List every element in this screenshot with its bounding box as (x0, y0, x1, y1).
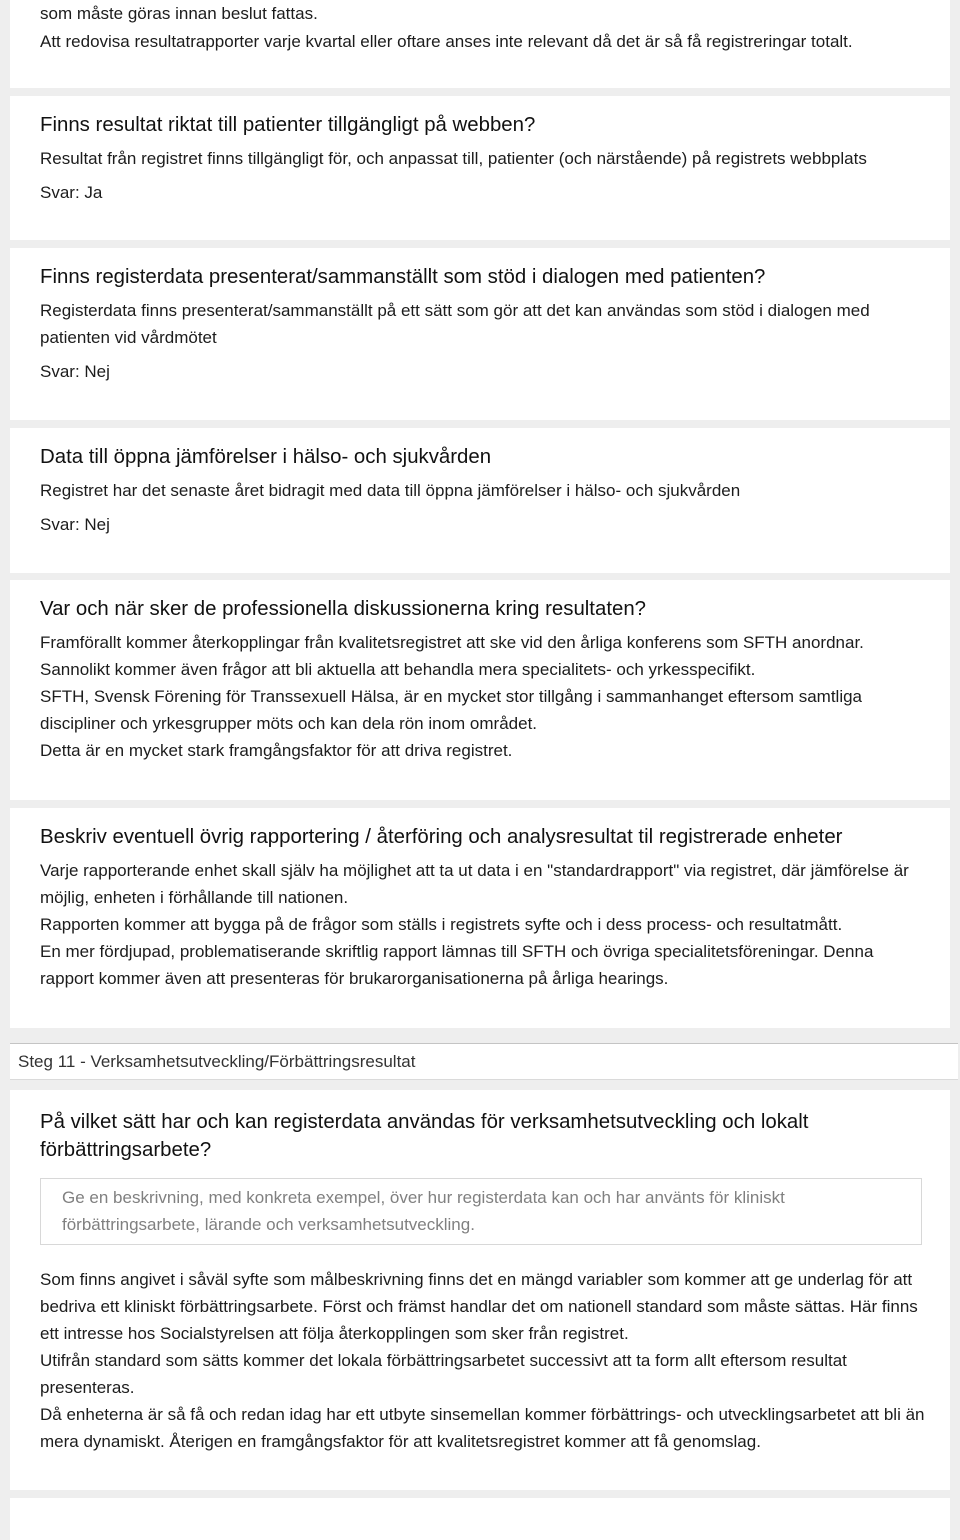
question-card-professional-discussions (10, 580, 950, 800)
question-title-line: förbättringsarbete? (40, 1139, 212, 1161)
step-header (10, 1043, 958, 1080)
body-line: Sannolikt kommer även frågor att bli aktuella att behandla mera specialitets- och yrkesspecifikt. (40, 660, 756, 679)
answer-line: Att redovisa resultatrapporter varje kvartal eller oftare anses inte relevant då det är så få registreringar totalt. (40, 32, 853, 51)
body-line: Utifrån standard som sätts kommer det lokala förbättringsarbetet successivt att ta form allt eftersom resultat (40, 1351, 847, 1370)
question-card-improvement-work (10, 1090, 950, 1490)
question-title: Beskriv eventuell övrig rapportering / återföring och analysresultat til registrerade enheter (40, 826, 843, 848)
question-card-other-reporting (10, 808, 950, 1028)
question-card-patient-web-results (10, 96, 950, 240)
hint-box (40, 1178, 922, 1245)
next-question-card (10, 1498, 950, 1540)
body-line: Varje rapporterande enhet skall själv ha möjlighet att ta ut data i en "standardrapport" via registret, där jämförelse är (40, 861, 909, 880)
body-line: Detta är en mycket stark framgångsfaktor för att driva registret. (40, 741, 513, 760)
question-description (40, 297, 920, 351)
question-card-patient-dialogue-data (10, 248, 950, 420)
description-line: Registerdata finns presenterat/sammanställt på ett sätt som gör att det kan användas som stöd i dialogen med (40, 301, 870, 320)
hint-line: förbättringsarbete, lärande och verksamhetsutveckling. (62, 1215, 475, 1234)
answer-body (40, 1266, 925, 1455)
body-line: SFTH, Svensk Förening för Transsexuell Hälsa, är en mycket stor tillgång i sammanhanget eftersom samtliga (40, 687, 863, 706)
body-line: ett intresse hos Socialstyrelsen att följa återkopplingen som sker från registret. (40, 1324, 629, 1343)
question-description (40, 477, 920, 504)
question-title (40, 1108, 920, 1164)
body-line: rapport kommer även att presenteras för brukarorganisationerna på årliga hearings. (40, 969, 669, 988)
answer-text: Svar: Ja (40, 183, 103, 202)
body-line: Rapporten kommer att bygga på de frågor som ställs i registrets syfte och i dess process- och resultatmått. (40, 915, 843, 934)
body-line: presenteras. (40, 1378, 135, 1397)
hint-line: Ge en beskrivning, med konkreta exempel, över hur registerdata kan och har använts för kliniskt (62, 1188, 785, 1207)
continued-answer-card (10, 0, 950, 88)
question-title: Finns resultat riktat till patienter tillgängligt på webben? (40, 114, 536, 136)
body-line: Då enheterna är så få och redan idag har ett utbyte sinsemellan kommer förbättrings- och utvecklingsarbetet att bli än (40, 1405, 925, 1424)
answer-line: som måste göras innan beslut fattas. (40, 4, 318, 23)
body-line: En mer fördjupad, problematiserande skriftlig rapport lämnas till SFTH och övriga specialitetsföreningar. Denna (40, 942, 874, 961)
answer-body (40, 629, 920, 764)
answer-text: Svar: Nej (40, 515, 110, 534)
answer-text: Svar: Nej (40, 362, 110, 381)
body-line: bedriva ett kliniskt förbättringsarbete. Först och främst handlar det om nationell standard som måste sättas. Här finns (40, 1297, 918, 1316)
body-line: mera dynamiskt. Återigen en framgångsfaktor för att kvalitetsregistret kommer att få genomslag. (40, 1432, 761, 1451)
question-description (40, 145, 920, 172)
question-card-open-comparisons (10, 428, 950, 573)
description-line: Registret har det senaste året bidragit med data till öppna jämförelser i hälso- och sjukvården (40, 481, 741, 500)
body-line: Som finns angivet i såväl syfte som målbeskrivning finns det en mängd variabler som kommer att ge underlag för att (40, 1270, 913, 1289)
body-line: Framförallt kommer återkopplingar från kvalitetsregistret att ske vid den årliga konferens som SFTH anordnar. (40, 633, 864, 652)
description-line: Resultat från registret finns tillgängligt för, och anpassat till, patienter (och närstående) på registrets webbplats (40, 149, 867, 168)
question-title: Finns registerdata presenterat/sammanställt som stöd i dialogen med patienten? (40, 266, 766, 288)
question-title-line: På vilket sätt har och kan registerdata användas för verksamhetsutveckling och lokalt (40, 1111, 809, 1133)
step-title: Steg 11 - Verksamhetsutveckling/Förbättringsresultat (18, 1052, 416, 1071)
body-line: discipliner och yrkesgrupper möts och kan dela rön inom området. (40, 714, 538, 733)
description-line: patienten vid vårdmötet (40, 328, 217, 347)
body-line: möjlig, enheten i förhållande till nationen. (40, 888, 349, 907)
question-title: Data till öppna jämförelser i hälso- och sjukvården (40, 446, 492, 468)
question-title: Var och när sker de professionella diskussionerna kring resultaten? (40, 598, 647, 620)
answer-body (40, 857, 920, 992)
